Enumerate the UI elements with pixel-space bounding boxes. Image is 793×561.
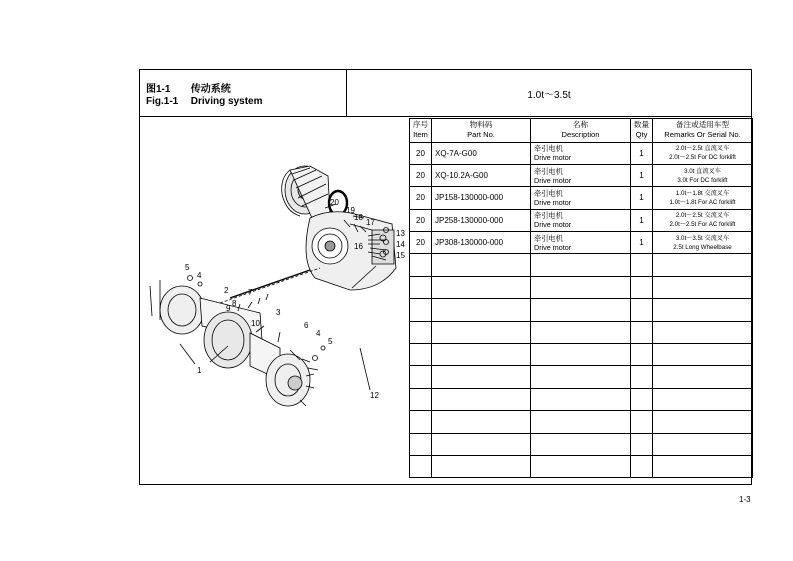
callout-label: 5 (185, 263, 190, 272)
table-row: 20 JP308-130000-000 牵引电机 Drive motor 1 3.0t～3.5t 交流叉车 2.5t Long Wheelbase (410, 232, 753, 254)
page-number: 1-3 (739, 495, 751, 504)
parts-list-table (409, 118, 753, 479)
drive-motor-part (282, 166, 330, 218)
callout-label: 15 (396, 251, 405, 260)
empty-table-row (410, 433, 753, 455)
table-row: 20 XQ-7A-G00 牵引电机 Drive motor 1 2.0t～2.5t 直流叉车 2.0t～2.5t For DC forklift (410, 142, 753, 164)
figure-label-en: Fig.1-1 (146, 96, 179, 107)
col-header-qty: 数量 Qty (631, 118, 653, 142)
callout-label: 2 (224, 286, 229, 295)
callout-label: 1 (197, 366, 202, 375)
callout-label: 8 (232, 299, 237, 308)
callout-label: 16 (354, 242, 363, 251)
callout-label: 9 (226, 304, 231, 313)
col-header-part-no: 物料码 Part No. (432, 118, 531, 142)
empty-table-row (410, 321, 753, 343)
callout-label: 4 (197, 271, 202, 280)
exploded-view-drawing (140, 118, 409, 484)
callout-label: 13 (396, 229, 405, 238)
callout-label: 6 (304, 321, 309, 330)
empty-table-row (410, 455, 753, 477)
callout-label: 20 (330, 198, 339, 207)
callout-label: 7 (248, 288, 253, 297)
table-row: 20 JP158-130000-000 牵引电机 Drive motor 1 1.0t～1.8t 交流叉车 1.0t～1.8t For AC forklift (410, 187, 753, 209)
empty-table-row (410, 254, 753, 276)
callout-label: 14 (396, 240, 405, 249)
table-row: 20 XQ-10.2A-G00 牵引电机 Drive motor 1 3.0t 直流叉车 3.0t For DC forklift (410, 164, 753, 186)
col-header-item: 序号 Item (410, 118, 432, 142)
empty-table-row (410, 344, 753, 366)
empty-table-row (410, 411, 753, 433)
table-row: 20 JP258-130000-000 牵引电机 Drive motor 1 2.0t～2.5t 交流叉车 2.0t～2.5t For AC forklift (410, 209, 753, 231)
figure-label-cn: 图1-1 (146, 84, 171, 95)
col-header-description: 名称 Description (531, 118, 631, 142)
callout-label: 5 (328, 337, 333, 346)
empty-table-row (410, 388, 753, 410)
callout-label: 4 (316, 329, 321, 338)
table-header-row (410, 118, 753, 142)
callout-label: 18 (354, 213, 363, 222)
figure-title-cn: 传动系统 (190, 84, 231, 95)
capacity-range: 1.0t～3.5t (527, 89, 571, 101)
callout-label: 3 (276, 308, 281, 317)
callout-label: 19 (346, 206, 355, 215)
callout-label: 12 (370, 391, 379, 400)
catalog-page-frame (139, 69, 752, 485)
callout-label: 17 (366, 218, 375, 227)
empty-table-row (410, 299, 753, 321)
figure-title-en: Driving system (190, 96, 263, 107)
empty-table-row (410, 366, 753, 388)
col-header-remarks: 备注或适用车型 Remarks Or Serial No. (653, 118, 753, 142)
empty-table-row (410, 276, 753, 298)
callout-label: 10 (251, 319, 260, 328)
gearbox-part (306, 212, 396, 290)
figure-title-block (140, 70, 347, 116)
